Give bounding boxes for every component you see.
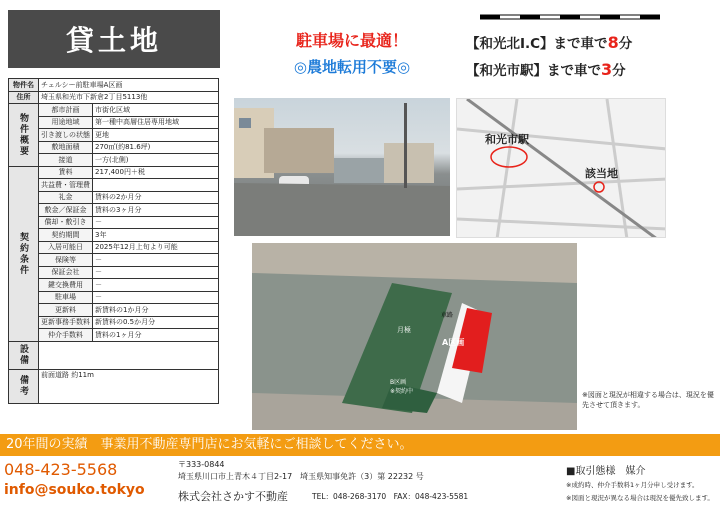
access-line: 【和光北I.C】まで車で8分	[466, 33, 633, 52]
deal-type: ■取引態様 媒介	[566, 466, 646, 477]
footnote-fee: ※成約時、仲介手数料1ヶ月分申し受けます。	[566, 481, 699, 489]
headline-no-conversion: ◎農地転用不要◎	[293, 58, 411, 76]
aerial-photo	[252, 243, 577, 430]
company-address: 〒333-0844 埼玉県川口市上青木４丁目2-17 埼玉県知事免許（3）第 22232 号	[178, 460, 424, 481]
aerial-road-label: 月極	[397, 326, 411, 334]
slogan-band: 20年間の実績 事業用不動産専門店にお気軽にご相談してください。	[0, 434, 720, 456]
company-tel-fax: TEL：048-268-3170 FAX：048-423-5581	[312, 492, 469, 501]
map-note: ※図面と現況が相違する場合は、現況を優先させて頂きます。	[582, 391, 714, 409]
area-map	[456, 98, 666, 238]
map-target-label: 該当地	[585, 167, 618, 180]
email-address[interactable]: info@souko.tokyo	[4, 482, 145, 498]
headline-parking: 駐車場に最適！	[295, 31, 408, 50]
property-table: 物件名 チェルシー前駐車場A区画 住所 埼玉県和光市下新倉2丁目5113他 物件概要 都市計画 市街化区域 用途地域 第一種中高層住居専用地域 引き渡しの状態 更地 敷地面積 270㎡(約81.6坪) 接道 一方(北側) 契約条件 賃料 217,400円＋税 共益費・管理費 礼金 賃料の2か月分 敷金／保証金 賃料の3ヶ月分 償却・敷引き － 契約期間 3年 入居可能日 2025年12月上旬より可能 保険等 － 保証会社 － 鍵交換費用 － 駐車場 － 更新料 新賃料の1か月分 更新事務手数料 新賃料の0.5か月分 仲介手数料 賃料の1ヶ月分 設備 備考 前面道路 約11m	[8, 78, 219, 404]
site-photo	[234, 98, 450, 236]
aerial-section-a-label: A区画	[442, 338, 465, 347]
aerial-section-b-label: B区画 ※契約中	[390, 379, 414, 395]
access-info	[466, 30, 716, 84]
footnote-status: ※図面と現況が異なる場合は現況を優先致します。	[566, 494, 714, 502]
page-title: 貸土地	[8, 10, 220, 68]
company-name: 株式会社さかす不動産	[178, 490, 288, 503]
aerial-entrance-label: 車路	[441, 312, 454, 319]
phone-number[interactable]: 048-423-5568	[4, 460, 118, 479]
access-line: 【和光市駅】まで車で3分	[466, 60, 626, 79]
railway-icon	[480, 12, 660, 22]
map-station-label: 和光市駅	[485, 133, 529, 146]
